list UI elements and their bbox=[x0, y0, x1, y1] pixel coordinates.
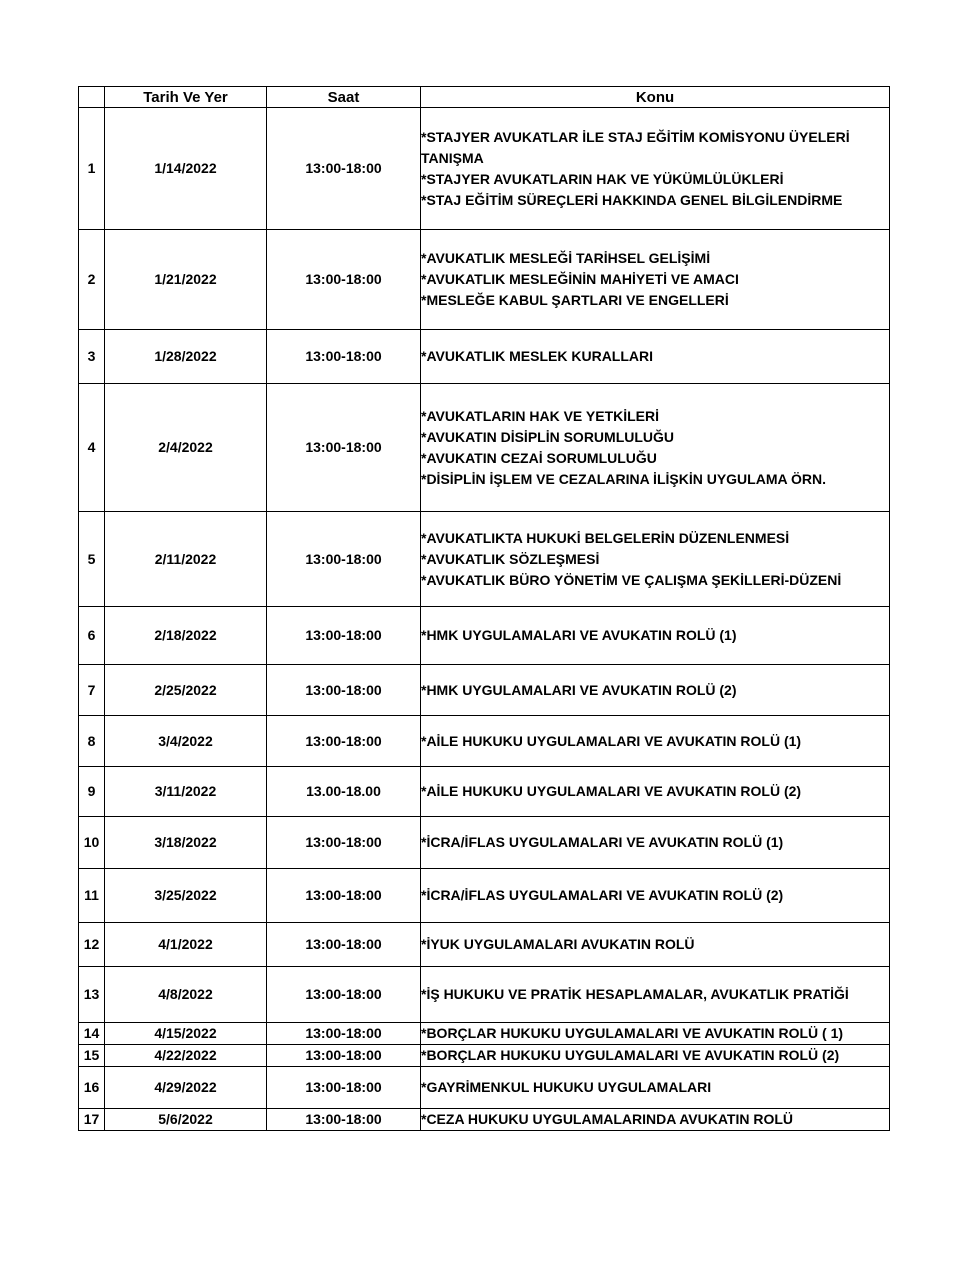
row-number: 6 bbox=[79, 607, 105, 665]
table-row bbox=[79, 607, 890, 665]
table-row bbox=[79, 1109, 890, 1131]
row-date: 3/11/2022 bbox=[105, 767, 267, 817]
topic-line: *AVUKATLIK MESLEĞİ TARİHSEL GELİŞİMİ bbox=[421, 250, 711, 266]
row-number: 9 bbox=[79, 767, 105, 817]
row-topic bbox=[421, 108, 890, 230]
table-row bbox=[79, 1067, 890, 1109]
row-time: 13:00-18:00 bbox=[267, 512, 421, 607]
row-time: 13:00-18:00 bbox=[267, 923, 421, 967]
topic-line: *HMK UYGULAMALARI VE AVUKATIN ROLÜ (2) bbox=[421, 681, 737, 698]
table-row bbox=[79, 230, 890, 330]
row-date: 4/22/2022 bbox=[105, 1045, 267, 1067]
topic-line: *AVUKATLIK MESLEĞİNİN MAHİYETİ VE AMACI bbox=[421, 271, 739, 287]
topic-line: *BORÇLAR HUKUKU UYGULAMALARI VE AVUKATIN ROLÜ ( 1) bbox=[421, 1025, 844, 1041]
topic-line: *İCRA/İFLAS UYGULAMALARI VE AVUKATIN ROLÜ (2) bbox=[421, 887, 784, 903]
topic-line: *AİLE HUKUKU UYGULAMALARI VE AVUKATIN ROLÜ (1) bbox=[421, 732, 802, 749]
row-topic bbox=[421, 869, 890, 923]
topic-line: *İYUK UYGULAMALARI AVUKATIN ROLÜ bbox=[421, 936, 695, 952]
topic-line: *STAJYER AVUKATLARIN HAK VE YÜKÜMLÜLÜKLERİ bbox=[421, 170, 784, 187]
header-row bbox=[79, 87, 890, 108]
row-date: 1/14/2022 bbox=[105, 108, 267, 230]
row-number: 17 bbox=[79, 1109, 105, 1131]
row-topic bbox=[421, 512, 890, 607]
row-topic bbox=[421, 1067, 890, 1109]
row-topic bbox=[421, 330, 890, 384]
row-time: 13:00-18:00 bbox=[267, 967, 421, 1023]
topic-line: *İŞ HUKUKU VE PRATİK HESAPLAMALAR, AVUKATLIK PRATİĞİ bbox=[421, 986, 849, 1002]
row-time: 13:00-18:00 bbox=[267, 230, 421, 330]
row-date: 2/25/2022 bbox=[105, 665, 267, 716]
table-row bbox=[79, 767, 890, 817]
row-time: 13:00-18:00 bbox=[267, 1023, 421, 1045]
row-topic bbox=[421, 230, 890, 330]
row-time: 13:00-18:00 bbox=[267, 1109, 421, 1131]
schedule-body bbox=[79, 108, 890, 1131]
topic-line: *GAYRİMENKUL HUKUKU UYGULAMALARI bbox=[421, 1079, 712, 1095]
row-topic bbox=[421, 716, 890, 767]
row-topic bbox=[421, 1045, 890, 1067]
table-row bbox=[79, 716, 890, 767]
topic-line: *CEZA HUKUKU UYGULAMALARINDA AVUKATIN ROLÜ bbox=[421, 1111, 794, 1127]
row-number: 12 bbox=[79, 923, 105, 967]
topic-line: *AVUKATLIK BÜRO YÖNETİM VE ÇALIŞMA ŞEKİLLERİ-DÜZENİ bbox=[421, 571, 842, 588]
topic-line: *AVUKATLIK SÖZLEŞMESİ bbox=[421, 550, 600, 567]
row-time: 13:00-18:00 bbox=[267, 1067, 421, 1109]
table-row bbox=[79, 330, 890, 384]
table-row bbox=[79, 967, 890, 1023]
topic-line: *İCRA/İFLAS UYGULAMALARI VE AVUKATIN ROLÜ (1) bbox=[421, 834, 784, 850]
topic-line: *AVUKATIN DİSİPLİN SORUMLULUĞU bbox=[421, 428, 675, 445]
table-row bbox=[79, 923, 890, 967]
topic-line: *MESLEĞE KABUL ŞARTLARI VE ENGELLERİ bbox=[421, 292, 729, 308]
row-number: 4 bbox=[79, 384, 105, 512]
row-time: 13:00-18:00 bbox=[267, 665, 421, 716]
topic-line: *HMK UYGULAMALARI VE AVUKATIN ROLÜ (1) bbox=[421, 627, 737, 643]
row-number: 16 bbox=[79, 1067, 105, 1109]
row-topic bbox=[421, 923, 890, 967]
row-topic bbox=[421, 1109, 890, 1131]
row-date: 1/21/2022 bbox=[105, 230, 267, 330]
row-time: 13:00-18:00 bbox=[267, 716, 421, 767]
row-number: 10 bbox=[79, 817, 105, 869]
topic-line: *AVUKATLIKTA HUKUKİ BELGELERİN DÜZENLENMESİ bbox=[421, 529, 790, 546]
row-date: 3/4/2022 bbox=[105, 716, 267, 767]
row-date: 3/25/2022 bbox=[105, 869, 267, 923]
row-date: 2/4/2022 bbox=[105, 384, 267, 512]
topic-line: *AVUKATIN CEZAİ SORUMLULUĞU bbox=[421, 449, 657, 466]
row-date: 2/11/2022 bbox=[105, 512, 267, 607]
row-date: 4/1/2022 bbox=[105, 923, 267, 967]
header-date: Tarih Ve Yer bbox=[105, 87, 267, 108]
row-topic bbox=[421, 967, 890, 1023]
row-number: 13 bbox=[79, 967, 105, 1023]
row-number: 8 bbox=[79, 716, 105, 767]
row-date: 3/18/2022 bbox=[105, 817, 267, 869]
row-date: 2/18/2022 bbox=[105, 607, 267, 665]
table-row bbox=[79, 512, 890, 607]
row-date: 4/8/2022 bbox=[105, 967, 267, 1023]
table-row bbox=[79, 384, 890, 512]
header-time: Saat bbox=[267, 87, 421, 108]
table-row bbox=[79, 665, 890, 716]
row-date: 4/15/2022 bbox=[105, 1023, 267, 1045]
row-number: 14 bbox=[79, 1023, 105, 1045]
row-date: 4/29/2022 bbox=[105, 1067, 267, 1109]
row-time: 13:00-18:00 bbox=[267, 108, 421, 230]
row-number: 11 bbox=[79, 869, 105, 923]
row-time: 13:00-18:00 bbox=[267, 817, 421, 869]
table-row bbox=[79, 1023, 890, 1045]
topic-line: *STAJYER AVUKATLAR İLE STAJ EĞİTİM KOMİSYONU ÜYELERİ bbox=[421, 128, 850, 145]
row-number: 15 bbox=[79, 1045, 105, 1067]
row-topic bbox=[421, 817, 890, 869]
row-time: 13:00-18:00 bbox=[267, 607, 421, 665]
row-number: 1 bbox=[79, 108, 105, 230]
topic-line: *AVUKATLARIN HAK VE YETKİLERİ bbox=[421, 407, 660, 424]
header-topic: Konu bbox=[421, 87, 890, 108]
row-number: 2 bbox=[79, 230, 105, 330]
row-topic bbox=[421, 665, 890, 716]
row-number: 7 bbox=[79, 665, 105, 716]
row-time: 13:00-18:00 bbox=[267, 1045, 421, 1067]
topic-line: *AVUKATLIK MESLEK KURALLARI bbox=[421, 348, 654, 364]
row-time: 13:00-18:00 bbox=[267, 384, 421, 512]
row-topic bbox=[421, 767, 890, 817]
header-no bbox=[79, 87, 105, 108]
table-row bbox=[79, 817, 890, 869]
row-date: 1/28/2022 bbox=[105, 330, 267, 384]
row-number: 5 bbox=[79, 512, 105, 607]
row-number: 3 bbox=[79, 330, 105, 384]
table-row bbox=[79, 108, 890, 230]
table-row bbox=[79, 869, 890, 923]
topic-line: *AİLE HUKUKU UYGULAMALARI VE AVUKATIN ROLÜ (2) bbox=[421, 783, 802, 799]
row-topic bbox=[421, 607, 890, 665]
row-time: 13.00-18.00 bbox=[267, 767, 421, 817]
topic-line: TANIŞMA bbox=[421, 149, 484, 166]
row-time: 13:00-18:00 bbox=[267, 330, 421, 384]
topic-line: *BORÇLAR HUKUKU UYGULAMALARI VE AVUKATIN ROLÜ (2) bbox=[421, 1047, 840, 1063]
schedule-table bbox=[78, 86, 890, 1131]
topic-line: *DİSİPLİN İŞLEM VE CEZALARINA İLİŞKİN UYGULAMA ÖRN. bbox=[421, 470, 826, 487]
row-time: 13:00-18:00 bbox=[267, 869, 421, 923]
row-topic bbox=[421, 384, 890, 512]
row-date: 5/6/2022 bbox=[105, 1109, 267, 1131]
row-topic bbox=[421, 1023, 890, 1045]
table-row bbox=[79, 1045, 890, 1067]
topic-line: *STAJ EĞİTİM SÜREÇLERİ HAKKINDA GENEL BİLGİLENDİRME bbox=[421, 191, 843, 208]
